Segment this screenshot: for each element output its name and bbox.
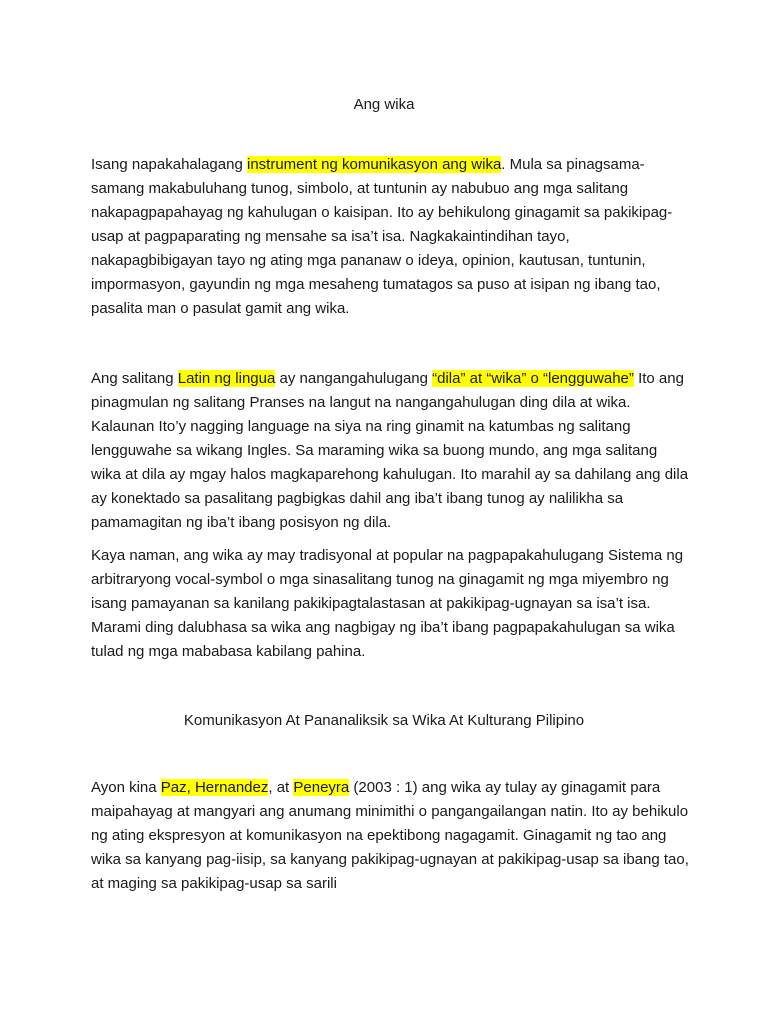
paragraph-3: Kaya naman, ang wika ay may tradisyonal at popular na pagpapakahulugang Sistema ng arbitraryong vocal-symbol o mga sinasalitang tunog na ginagamit ng mga miyembro ng isang pamayanan sa kanilang pakikipagtalastasan at pakikipag-ugnayan sa isa’t isa. Marami ding dalubhasa sa wika ang nagbigay ng iba’t ibang pagpapakahulugan sa wika tulad ng mga mababasa kabilang pahina.: [91, 547, 684, 660]
paragraph-1: [91, 153, 691, 321]
highlight-latin-lingua: Latin ng lingua: [177, 370, 276, 387]
paragraph-4-text-a: Ayon kina: [91, 779, 161, 796]
paragraph-4-text-b: , at: [268, 779, 294, 796]
highlight-dila-wika: “dila” at “wika” o “lengguwahe”: [432, 370, 634, 387]
document-title: Ang wika: [353, 96, 415, 113]
paragraph-2: [91, 367, 691, 535]
highlight-instrument: instrument ng komunikasyon ang wika: [246, 156, 502, 173]
paragraph-1-text-a: Isang napakahalagang: [91, 156, 247, 173]
highlight-peneyra: Peneyra: [293, 779, 350, 796]
paragraph-1-text-b: . Mula sa pinagsama-samang makabuluhang tunog, simbolo, at tuntunin ay nabubuo ang mga salitang nakapagpapahayag ng kahulugan o kaisipan. Ito ay behikulong ginagamit sa pakikipag-usap at pagpaparating ng mensahe sa isa’t isa. Nagkakaintindihan tayo, nakapagbibigayan tayo ng ating mga pananaw o ideya, opinion, kautusan, tuntunin, impormasyon, gayundin ng mga mesaheng tumatagos sa puso at isipan ng ibang tao, pasalita man o pasulat gamit ang wika.: [91, 156, 673, 317]
highlight-paz-hernandez: Paz, Hernandez: [160, 779, 269, 796]
paragraph-2-text-b: ay nangangahulugang: [275, 370, 433, 387]
paragraph-2-text-a: Ang salitang: [91, 370, 178, 387]
section-title: Komunikasyon At Pananaliksik sa Wika At Kulturang Pilipino: [183, 712, 585, 729]
paragraph-4: [91, 776, 691, 896]
paragraph-4-text-c: (2003 : 1) ang wika ay tulay ay ginagamit para maipahayag at mangyari ang anumang minimithi o pangangailangan natin. Ito ay behikulo ng ating ekspresyon at komunikasyon na epektibong nagagamit. Ginagamit ng tao ang wika sa kanyang pag-iisip, sa kanyang pakikipag-ugnayan at pakikipag-usap sa ibang tao, at maging sa pakikipag-usap sa sarili: [91, 779, 689, 892]
paragraph-2-text-c: Ito ang pinagmulan ng salitang Pranses na langut na nangangahulugan ding dila at wika. Kalaunan Ito’y nagging language na siya na ring ginamit na katumbas ng salitang lengguwahe sa wikang Ingles. Sa maraming wika sa buong mundo, ang mga salitang wika at dila ay mgay halos magkaparehong kahulugan. Ito marahil ay sa dahilang ang dila ay konektado sa pasalitang pagbigkas dahil ang iba’t ibang tunog ay nalilikha sa pamamagitan ng iba’t ibang posisyon ng dila.: [91, 370, 689, 531]
